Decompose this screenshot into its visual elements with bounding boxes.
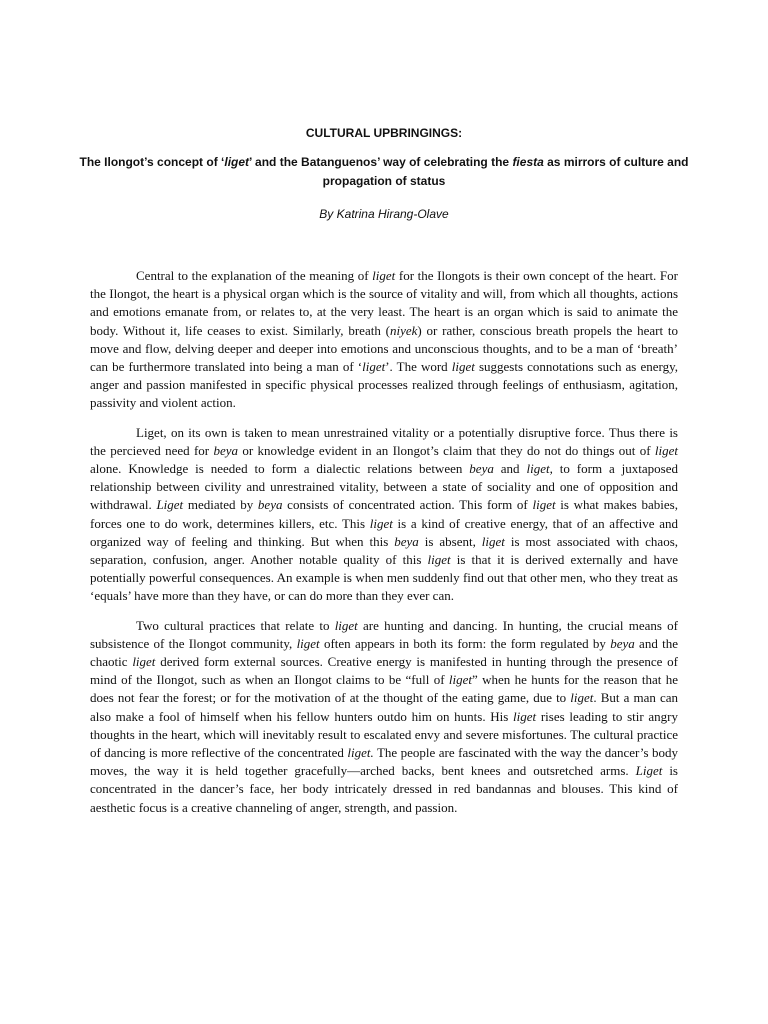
paragraph-text: for the Ilongots is their own concept of the heart. For the Ilongot, the heart is a physical organ which is the source of vitality and will, from which all thoughts, actions and emotions emanate from, or relates to, at the very least. The heart is an organ which is said to animate the body. Without it, life ceases to exist. Similarly, breath ( [90,268,678,338]
paragraph-text: ) or rather, conscious breath propels the heart to move and flow, delving deeper and deeper into emotions and unconscious thoughts, and to be a man of ‘breath’ can be furthermore translated into being a man of ‘ [90,322,678,375]
italic-term: liget [513,708,537,724]
subtitle-emphasis: liget [224,155,250,169]
italic-term: liget [654,442,678,458]
italic-term: liget [532,497,556,513]
paragraph-text: is most associated with chaos, separation, confusion, anger. Another notable quality of this [90,533,678,568]
italic-term: liget [427,552,451,568]
italic-term: liget [334,617,358,633]
italic-term: beya [469,461,494,477]
paragraph-text: is concentrated in the dancer’s face, her body intricately dressed in red bandannas and blouses. This kind of aesthetic focus is a creative channeling of anger, strength, and passion. [90,763,678,815]
italic-term: liget. [347,745,374,761]
italic-term: liget, [526,461,553,477]
paragraph-text: is that it is derived externally and have potentially powerful consequences. An example is when men suddenly find out that other men, who they treat as ‘equals’ have more than they have, or can do more than they ever can. [90,552,678,604]
italic-term: Liget [635,763,663,779]
italic-term: beya [213,442,239,458]
paragraph-text: and [493,461,527,477]
subtitle-text: ’ and the Batanguenos’ way of celebrating the [249,155,513,169]
paragraph-text: and the chaotic [90,635,678,670]
paragraph-text: often appears in both its form: the form regulated by [319,635,611,651]
document-title: CULTURAL UPBRINGINGS: [305,126,463,140]
paragraph-text: derived form external sources. Creative energy is manifested in hunting through the presence of mind of the Ilongot, such as when an Ilongot claims to be “full of [90,654,678,688]
paragraph-text: The people are fascinated with the way the dancer’s body moves, the way it is held together gracefully—arched backs, bent knees and outsretched arms. [90,745,678,779]
italic-term: Liget [156,497,184,513]
body-text [90,267,678,828]
italic-term: liget [481,533,505,549]
paragraph-text: rises leading to stir angry thoughts in the heart, which will inevitably result to escalated envy and severe misfortunes. The cultural practice of dancing is more reflective of the concentrated [90,708,678,761]
byline: By Katrina Hirang-Olave [319,207,449,221]
paragraph [90,617,678,817]
paragraph [90,424,678,606]
paragraph-text: ’. The word [385,359,452,375]
paragraph-text: suggests connotations such as energy, anger and passion manifested in specific physical processes realized through feelings of enthusiasm, agitation, passivity and violent action. [90,359,678,411]
paragraph-text: ” when he hunts for the reason that he does not fear the forest; or for the motivation of at the thought of the eating game, due to [90,672,678,706]
document-subtitle [60,153,708,191]
italic-term: liget [448,672,472,688]
paragraph-text: to form a juxtaposed relationship between civility and unrestrained vitality, between a state of sociality and one of opposition and withdrawal. [90,461,678,513]
paragraph-text: Two cultural practices that relate to [136,617,335,633]
italic-term: liget [570,690,594,706]
paragraph-text: is what makes babies, forces one to do work, determines killers, etc. This [90,497,678,531]
italic-term: liget [451,359,475,375]
paragraph-text: are hunting and dancing. In hunting, the crucial means of subsistence of the Ilongot community, [90,617,678,651]
paragraph-text: alone. Knowledge is needed to form a dialectic relations between [90,461,470,477]
paragraph-text: consists of concentrated action. This form of [282,497,533,513]
paragraph-text: or knowledge evident in an Ilongot’s claim that they do not do things out of [238,442,655,458]
paragraph-text: Liget, on its own is taken to mean unrestrained vitality or a potentially disruptive force. Thus there is the percieved need for [90,424,678,458]
italic-term: liget [132,654,156,670]
italic-term: liget [372,268,396,283]
italic-term: beya [394,533,419,549]
subtitle-emphasis: fiesta [512,155,544,169]
subtitle-text: The Ilongot’s concept of ‘ [79,155,225,169]
paragraph-text: . But a man can also make a fool of himself when his fellow hunters outdo him on hunts. His [90,690,678,724]
italic-term: liget [296,635,320,651]
paragraph-text: Central to the explanation of the meaning of [136,268,373,283]
paragraph [90,267,678,413]
italic-term: beya [257,497,283,513]
italic-term: niyek [389,322,418,338]
subtitle-text: as mirrors of culture and propagation of status [322,155,689,188]
italic-term: beya [610,635,635,651]
italic-term: liget [362,359,386,375]
paragraph-text: mediated by [183,497,258,513]
italic-term: liget [369,515,393,531]
paragraph-text: is absent, [418,533,482,549]
paragraph-text: is a kind of creative energy, that of an affective and organized way of feeling and thinking. But when this [90,515,678,549]
